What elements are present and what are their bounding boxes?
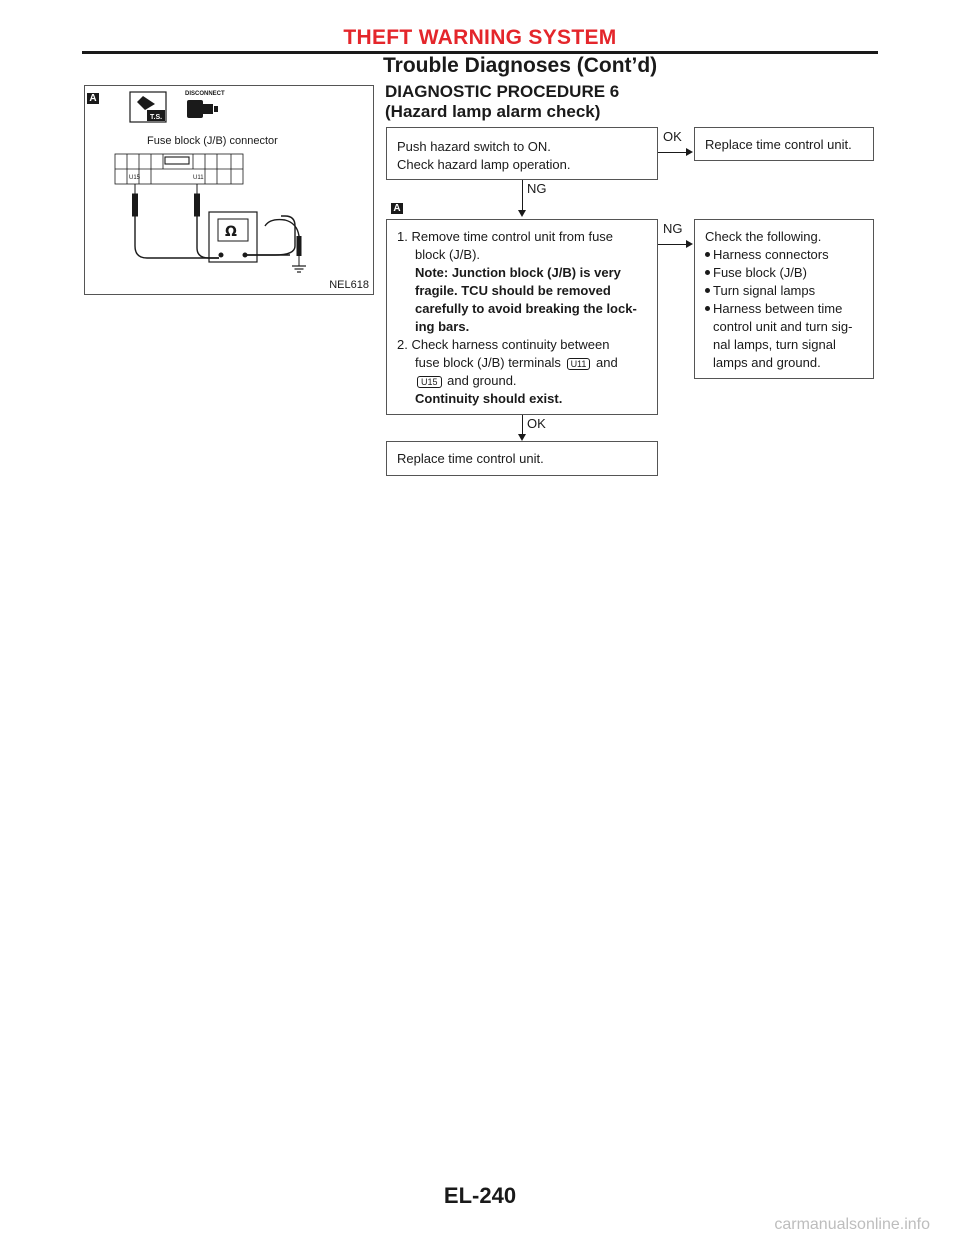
step1-line2: Check hazard lamp operation.: [397, 157, 571, 172]
terminal-u11-badge: U11: [567, 358, 591, 370]
svg-text:Ω: Ω: [225, 224, 237, 240]
branch1-ok-label: OK: [663, 129, 682, 144]
step2-note-line2: fragile. TCU should be removed: [415, 283, 611, 298]
check-item-4: Harness between time control unit and turn sig- nal lamps, turn signal lamps and ground.: [705, 300, 863, 372]
step1-line1: Push hazard switch to ON.: [397, 139, 551, 154]
arrow-down-icon-2: [518, 434, 526, 441]
step2-line9: [397, 372, 647, 390]
arrow-right-icon: [686, 148, 693, 156]
step2-box: [386, 219, 658, 415]
watermark: carmanualsonline.info: [774, 1216, 930, 1233]
step2-line8-post: and: [596, 355, 618, 370]
step2-line8: [397, 354, 647, 372]
probe-left-icon: [133, 194, 138, 216]
figure-code: NEL618: [329, 279, 369, 291]
step2-note-line1: Note: Junction block (J/B) is very: [415, 265, 621, 280]
bullet-icon: [705, 300, 713, 372]
check-item-3: Turn signal lamps: [705, 282, 863, 300]
branch2-ng-label: NG: [663, 221, 683, 236]
step2-line1: 1. Remove time control unit from fuse: [397, 229, 614, 244]
arrow-right-icon-2: [686, 240, 693, 248]
branch1-ng-label: NG: [527, 181, 547, 196]
branch2-ok-label: OK: [527, 416, 546, 431]
connector-figure: [84, 85, 374, 295]
step2-line10: Continuity should exist.: [415, 391, 563, 406]
step2-line8-pre: fuse block (J/B) terminals: [415, 355, 561, 370]
step2-line7: 2. Check harness continuity between: [397, 337, 610, 352]
section-marker-a2: A: [391, 203, 403, 214]
probe-ground-icon: [297, 236, 302, 256]
step2-line2: block (J/B).: [415, 247, 481, 262]
result2-text: Replace time control unit.: [397, 451, 544, 466]
connector-diagram: [85, 86, 373, 294]
step2-note-line3: carefully to avoid breaking the lock-: [415, 301, 637, 316]
page-number: EL-240: [443, 1183, 517, 1208]
check-item-1: Harness connectors: [705, 246, 863, 264]
step1-box: [386, 127, 658, 180]
terminal-u15-label: U15: [129, 175, 141, 181]
result2-box: [386, 441, 658, 476]
bullet-icon: [705, 282, 713, 300]
section-marker-a: A: [87, 93, 99, 104]
terminal-u15-badge: U15: [417, 376, 442, 388]
check-title: Check the following.: [705, 229, 822, 244]
step2-line9-post: and ground.: [447, 373, 517, 388]
result1-box: [694, 127, 874, 161]
ts-badge-text: T.S.: [150, 114, 163, 121]
procedure-title: [385, 82, 619, 122]
procedure-title-line1: DIAGNOSTIC PROCEDURE 6: [385, 82, 620, 101]
procedure-title-line2: (Hazard lamp alarm check): [385, 102, 601, 121]
step2-note-line4: ing bars.: [415, 319, 470, 334]
ground-symbol-icon: [292, 266, 306, 272]
terminal-u11-label: U11: [193, 175, 204, 181]
disconnect-badge-text: DISCONNECT: [185, 91, 225, 97]
check-item-2: Fuse block (J/B): [705, 264, 863, 282]
check-box: [694, 219, 874, 379]
system-title: THEFT WARNING SYSTEM: [343, 26, 617, 49]
branch2-ok-line: [522, 415, 523, 434]
result1-text: Replace time control unit.: [705, 137, 852, 152]
section-subtitle: Trouble Diagnoses (Cont’d): [383, 54, 658, 77]
connector-label: Fuse block (J/B) connector: [147, 135, 278, 147]
bullet-icon: [705, 264, 713, 282]
bullet-icon: [705, 246, 713, 264]
disconnect-plug-icon: [187, 100, 203, 118]
probe-right-icon: [195, 194, 200, 216]
branch1-ok-line: [658, 152, 686, 153]
branch2-ng-line: [658, 244, 686, 245]
branch1-ng-line: [522, 180, 523, 210]
arrow-down-icon: [518, 210, 526, 217]
